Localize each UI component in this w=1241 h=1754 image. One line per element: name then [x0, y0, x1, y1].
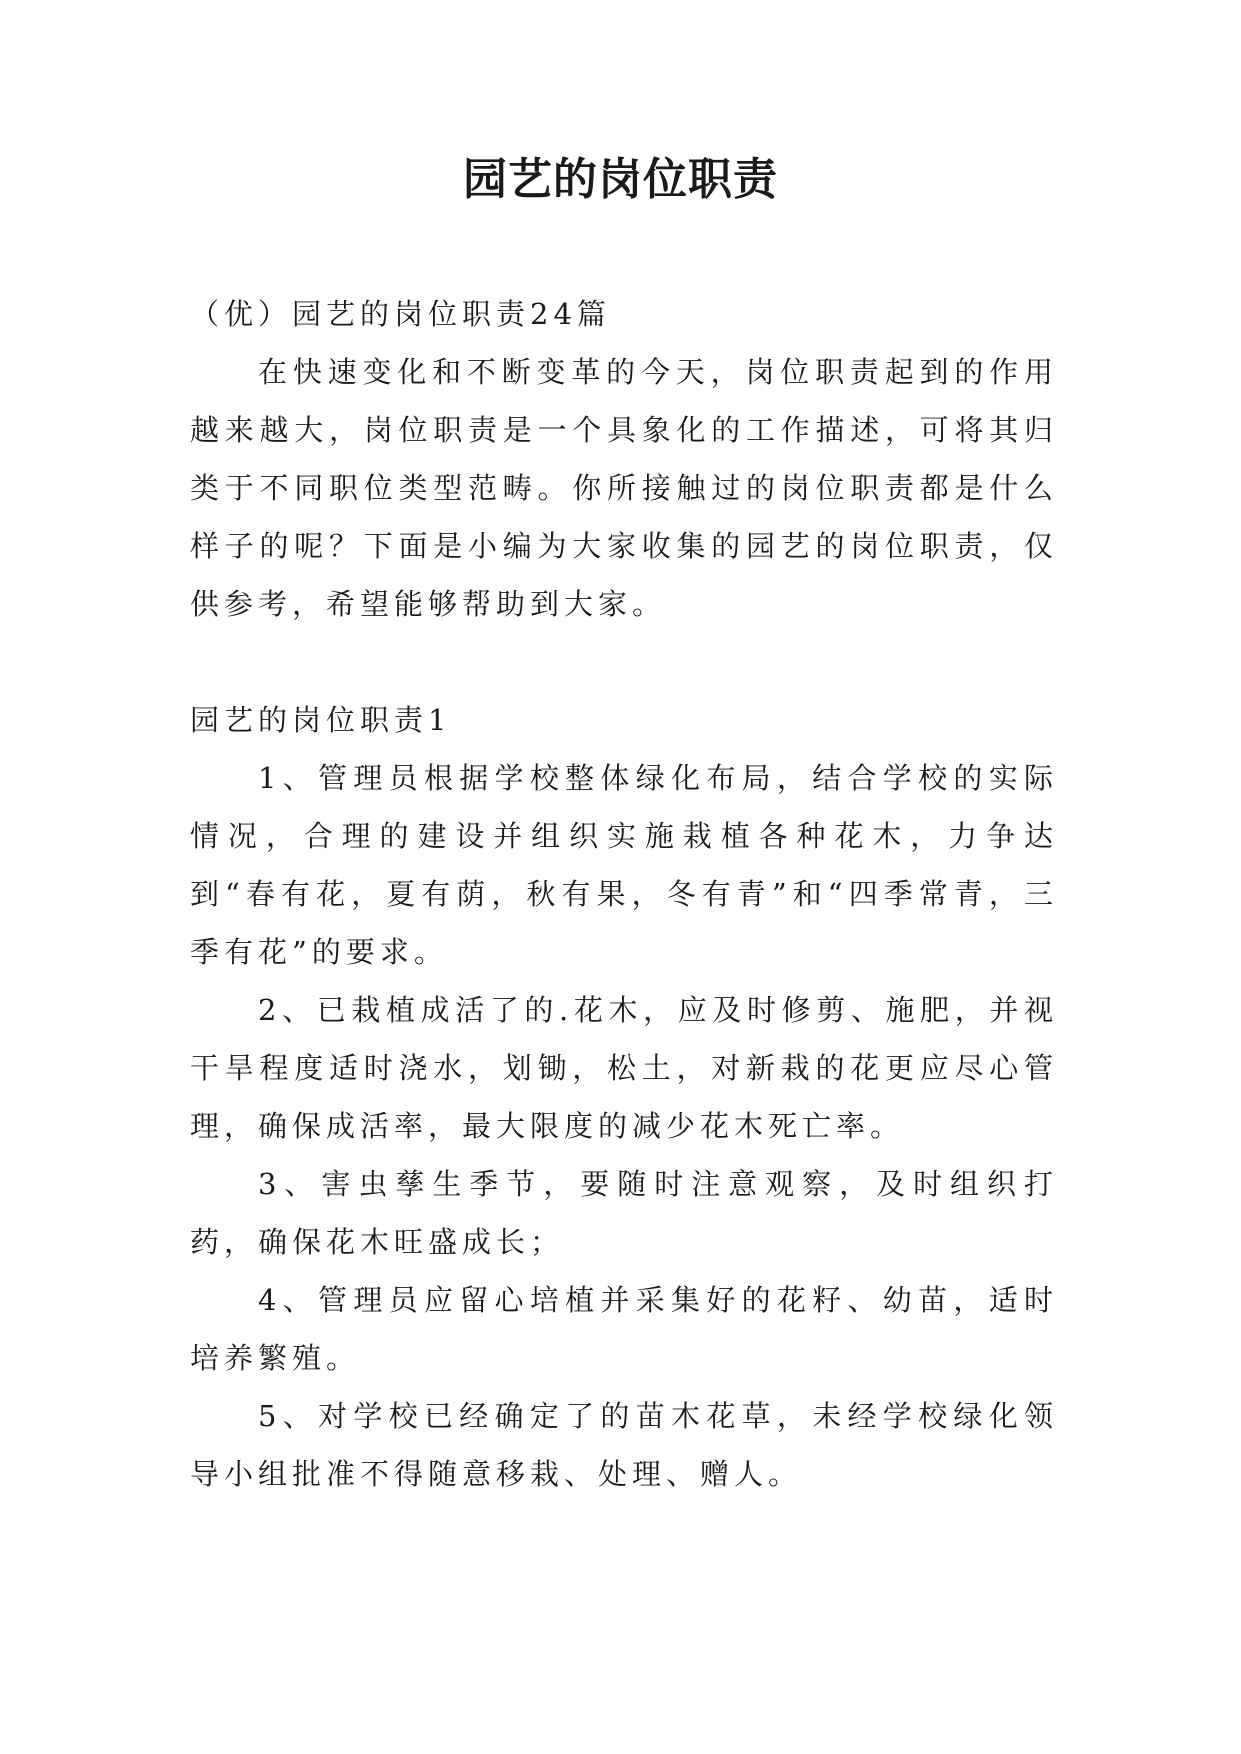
document-body — [190, 285, 1058, 1503]
document-title: 园艺的岗位职责 — [463, 154, 778, 205]
intro-paragraph: 在快速变化和不断变革的今天，岗位职责起到的作用越来越大，岗位职责是一个具象化的工作描述，可将其归类于不同职位类型范畴。你所接触过的岗位职责都是什么样子的呢？下面是小编为大家收集的园艺的岗位职责，仅供参考，希望能够帮助到大家。 — [190, 355, 1058, 621]
section-spacer — [190, 633, 1058, 691]
section-heading: 园艺的岗位职责1 — [190, 703, 452, 737]
duty-item-2: 2、已栽植成活了的.花木，应及时修剪、施肥，并视干旱程度适时浇水，划锄，松土，对新栽的花更应尽心管理，确保成活率，最大限度的减少花木死亡率。 — [190, 993, 1058, 1143]
duty-item-3: 3、害虫孳生季节，要随时注意观察，及时组织打药，确保花木旺盛成长； — [190, 1167, 1058, 1259]
document-subtitle: （优）园艺的岗位职责24篇 — [190, 297, 611, 331]
duty-item-5: 5、对学校已经确定了的苗木花草，未经学校绿化领导小组批准不得随意移栽、处理、赠人。 — [190, 1399, 1058, 1491]
duty-item-1: 1、管理员根据学校整体绿化布局，结合学校的实际情况，合理的建设并组织实施栽植各种花木，力争达到“春有花，夏有荫，秋有果，冬有青”和“四季常青，三季有花”的要求。 — [190, 761, 1058, 969]
duty-item-4: 4、管理员应留心培植并采集好的花籽、幼苗，适时培养繁殖。 — [190, 1283, 1058, 1375]
